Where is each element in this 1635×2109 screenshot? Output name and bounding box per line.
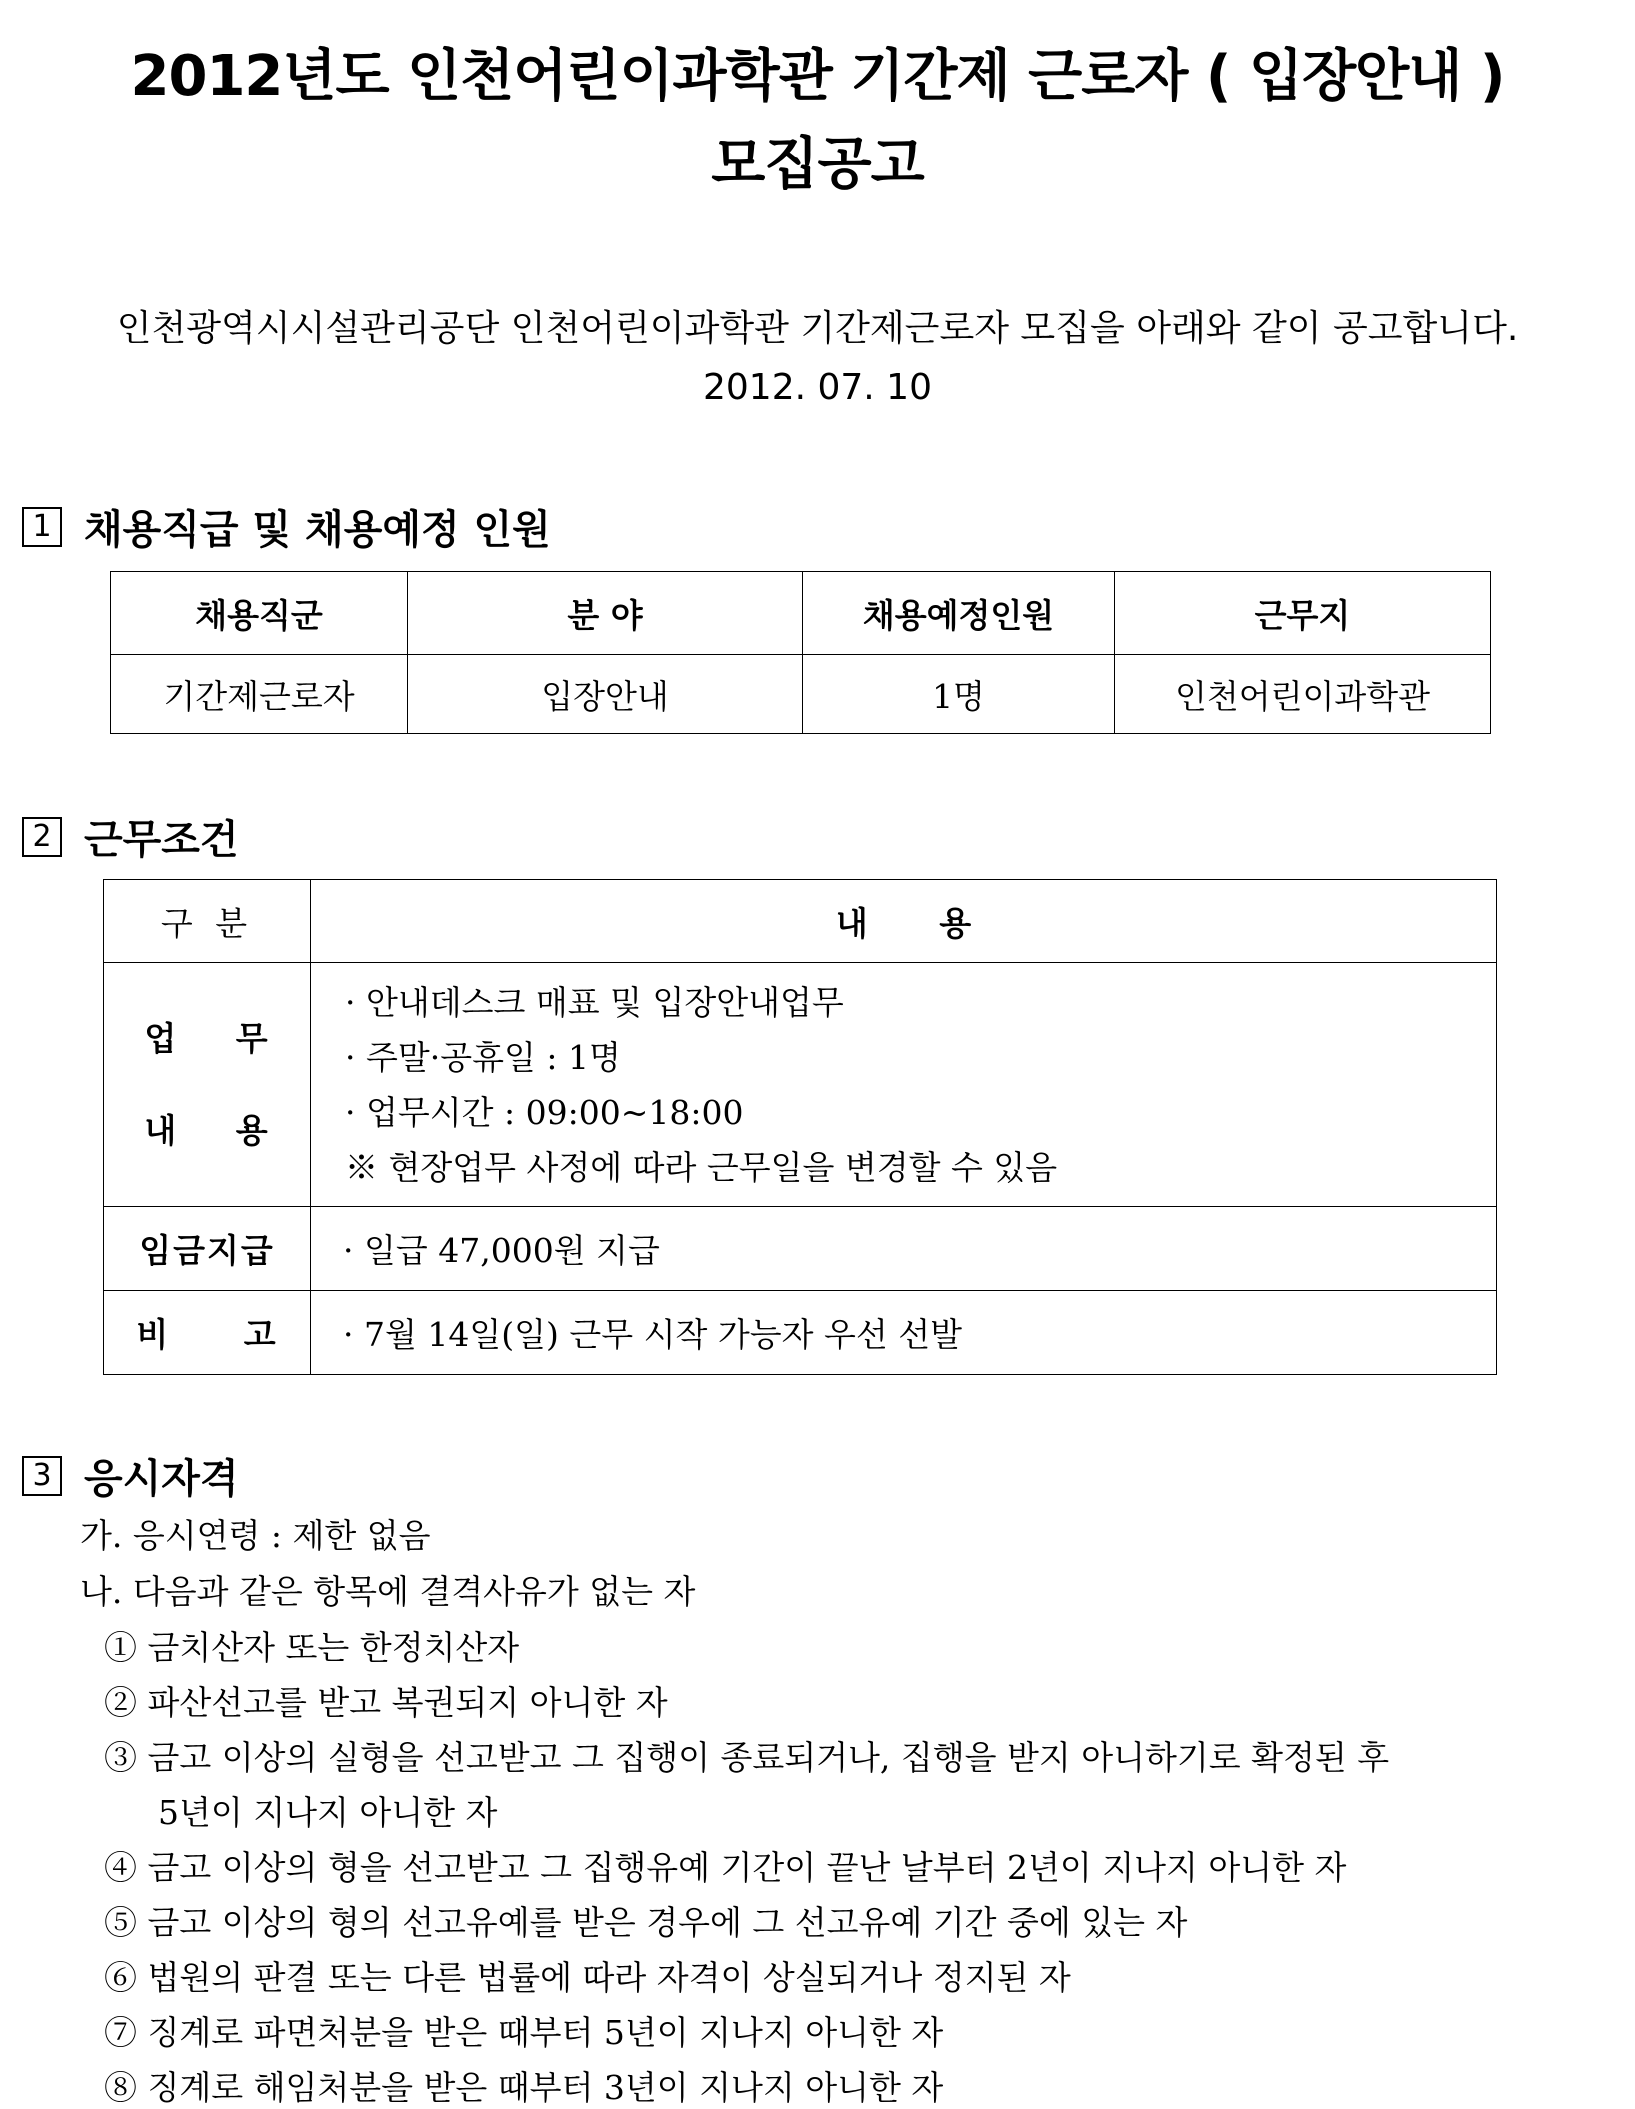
section-2-heading <box>22 808 239 865</box>
qualification-disqualification: 나. 다음과 같은 항목에 결격사유가 없는 자 <box>80 1572 696 1611</box>
list-item: ③ 금고 이상의 실형을 선고받고 그 집행이 종료되거나, 집행을 받지 아니하기로 확정된 후 <box>104 1738 1390 1777</box>
table-cell: 1명 <box>803 655 1115 734</box>
intro-text: 인천광역시시설관리공단 인천어린이과학관 기간제근로자 모집을 아래와 같이 공고합니다. <box>116 308 1519 349</box>
table-row <box>104 1207 1497 1291</box>
note-label: 비 고 <box>104 1291 311 1375</box>
list-item: ⑧ 징계로 해임처분을 받은 때부터 3년이 지나지 아니한 자 <box>104 2068 944 2107</box>
section-number: 2 <box>22 817 62 857</box>
section-number: 1 <box>22 507 62 547</box>
duty-content <box>311 963 1497 1207</box>
table-cell: 입장안내 <box>408 655 803 734</box>
section-title: 근무조건 <box>84 817 239 863</box>
column-header: 채용예정인원 <box>803 572 1115 655</box>
qualification-age: 가. 응시연령 : 제한 없음 <box>80 1516 431 1555</box>
duty-line: · 주말·공휴일 : 1명 <box>345 1037 621 1077</box>
section-1-heading <box>22 498 551 555</box>
column-header: 채용직군 <box>111 572 408 655</box>
duty-line: · 업무시간 : 09:00~18:00 <box>345 1092 744 1132</box>
table-header-row <box>104 880 1497 963</box>
list-item: ⑥ 법원의 판결 또는 다른 법률에 따라 자격이 상실되거나 정지된 자 <box>104 1958 1071 1997</box>
column-header: 근무지 <box>1115 572 1491 655</box>
wage-label: 임금지급 <box>104 1207 311 1291</box>
table-row <box>104 1291 1497 1375</box>
conditions-table <box>103 879 1497 1375</box>
page-subtitle: 모집공고 <box>711 132 924 197</box>
column-header: 구 분 <box>104 880 311 963</box>
list-item: ① 금치산자 또는 한정치산자 <box>104 1628 520 1667</box>
list-item: ⑦ 징계로 파면처분을 받은 때부터 5년이 지나지 아니한 자 <box>104 2013 944 2052</box>
announcement-date: 2012. 07. 10 <box>702 367 932 408</box>
section-title: 채용직급 및 채용예정 인원 <box>84 507 551 553</box>
duty-line: ※ 현장업무 사정에 따라 근무일을 변경할 수 있음 <box>345 1147 1058 1187</box>
table-row <box>111 655 1491 734</box>
table-cell: 인천어린이과학관 <box>1115 655 1491 734</box>
section-title: 응시자격 <box>84 1456 239 1502</box>
recruitment-table <box>110 571 1491 734</box>
column-header: 내 용 <box>311 880 1497 963</box>
list-item-continuation: 5년이 지나지 아니한 자 <box>158 1793 498 1832</box>
duty-line: · 안내데스크 매표 및 입장안내업무 <box>345 982 844 1022</box>
column-header: 분 야 <box>408 572 803 655</box>
list-item: ④ 금고 이상의 형을 선고받고 그 집행유예 기간이 끝난 날부터 2년이 지나지 아니한 자 <box>104 1848 1347 1887</box>
section-3-heading <box>22 1447 239 1504</box>
page-title: 2012년도 인천어린이과학관 기간제 근로자 ( 입장안내 ) <box>130 44 1505 109</box>
duty-label <box>104 963 311 1207</box>
section-number: 3 <box>22 1456 62 1496</box>
note-content: · 7월 14일(일) 근무 시작 가능자 우선 선발 <box>311 1291 1497 1375</box>
table-cell: 기간제근로자 <box>111 655 408 734</box>
table-row <box>104 963 1497 1207</box>
wage-content: · 일급 47,000원 지급 <box>311 1207 1497 1291</box>
duty-label-line: 내 용 <box>144 1110 270 1150</box>
duty-label-line: 업 무 <box>144 1018 270 1058</box>
list-item: ⑤ 금고 이상의 형의 선고유예를 받은 경우에 그 선고유예 기간 중에 있는 자 <box>104 1903 1188 1942</box>
table-header-row <box>111 572 1491 655</box>
list-item: ② 파산선고를 받고 복권되지 아니한 자 <box>104 1683 668 1722</box>
